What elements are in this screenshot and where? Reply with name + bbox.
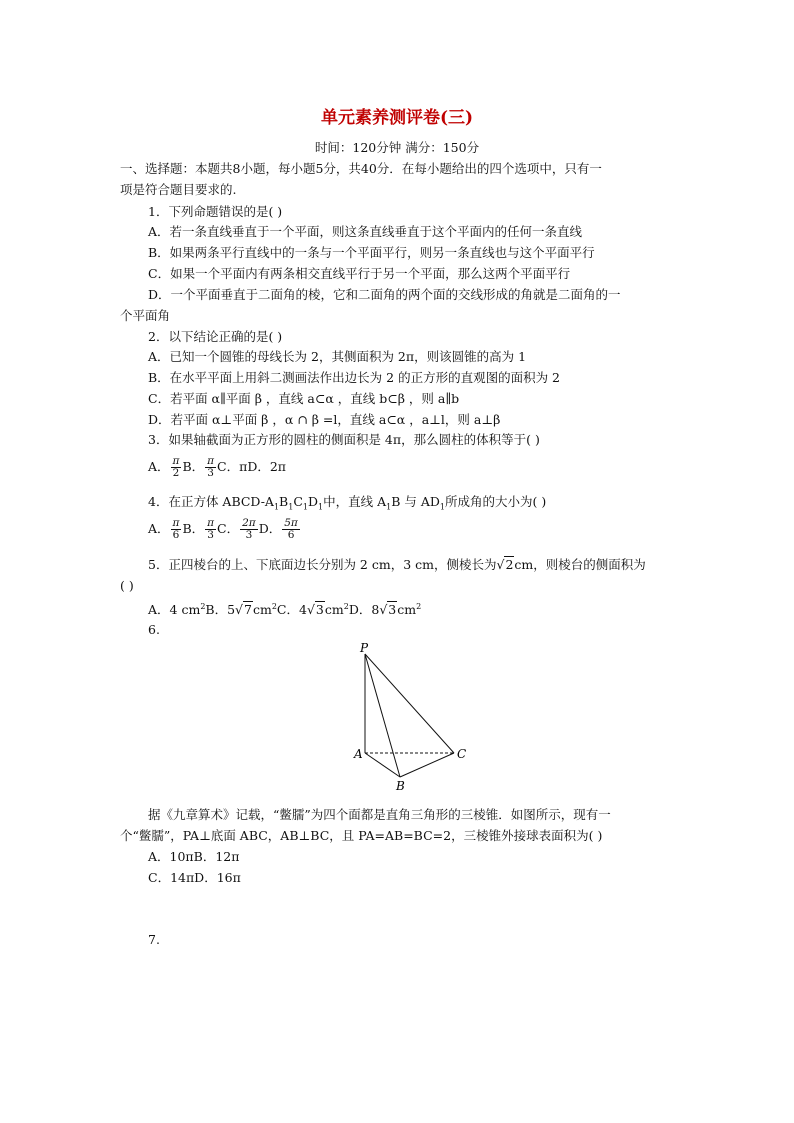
q7-number: 7. bbox=[148, 932, 160, 947]
edge-bc bbox=[400, 753, 454, 777]
q4-d-fraction: $\frac{5\pi}{6}$ bbox=[284, 517, 298, 541]
vertex-label-a: A bbox=[354, 747, 363, 761]
q6-stem: 据《九章算术》记载，“鳖臑”为四个面都是直角三角形的三棱锥．如图所示，现有一 bbox=[148, 807, 611, 822]
q4-c-fraction: $\frac{2\pi}{3}$ bbox=[242, 517, 256, 541]
q1-option-c: C．如果一个平面内有两条相交直线平行于另一个平面，那么这两个平面平行 bbox=[148, 266, 571, 281]
q4-b-fraction: $\frac{\pi}{3}$ bbox=[207, 517, 215, 541]
q1-stem: 1．下列命题错误的是( ) bbox=[148, 204, 283, 219]
edge-ab bbox=[365, 753, 400, 777]
q3-stem: 3．如果轴截面为正方形的圆柱的侧面积是 4π，那么圆柱的体积等于( ) bbox=[148, 432, 540, 447]
q5-stem-cont: ( ) bbox=[120, 578, 134, 593]
q2-stem: 2．以下结论正确的是( ) bbox=[148, 329, 283, 344]
pyramid-figure bbox=[340, 640, 490, 800]
edge-pc bbox=[365, 654, 454, 753]
exam-info: 时间：120分钟 满分：150分 bbox=[314, 140, 480, 155]
q1-option-d: D．一个平面垂直于二面角的棱，它和二面角的两个面的交线形成的角就是二面角的一 bbox=[148, 287, 621, 302]
q6-number: 6. bbox=[148, 622, 160, 637]
q2-option-b: B．在水平平面上用斜二测画法作出边长为 2 的正方形的直观图的面积为 2 bbox=[148, 370, 561, 385]
section-heading: 一、选择题：本题共8小题，每小题5分，共40分．在每小题给出的四个选项中，只有一 bbox=[120, 161, 602, 176]
q6-stem-cont: 个“鳖臑”，PA⊥底面 ABC，AB⊥BC，且 PA=AB=BC=2，三棱锥外接球表面积为( ) bbox=[120, 828, 603, 843]
q2-option-a: A．已知一个圆锥的母线长为 2，其侧面积为 2π，则该圆锥的高为 1 bbox=[148, 349, 527, 364]
vertex-label-p: P bbox=[360, 641, 369, 655]
q2-option-c: C．若平面 α∥平面 β ，直线 a⊂α ，直线 b⊂β ，则 a∥b bbox=[148, 391, 460, 406]
q2-option-d: D．若平面 α⊥平面 β ，α ∩ β =l，直线 a⊂α ，a⊥l，则 a⊥β bbox=[148, 412, 501, 427]
vertex-label-c: C bbox=[457, 747, 467, 761]
page-title: 单元素养测评卷(三) bbox=[320, 108, 474, 128]
q3-b-fraction: $\frac{\pi}{3}$ bbox=[207, 455, 215, 479]
q3-a-label: A． bbox=[148, 459, 170, 474]
q4-stem: 4．在正方体 ABCD-$A_1B_1C_1D_1$中，直线 $A_1B$ 与 $AD_1$所成角的大小为( ) bbox=[148, 494, 547, 512]
sqrt-symbol: √2 bbox=[496, 557, 514, 572]
q3-options bbox=[148, 456, 286, 479]
q3-c-label: C． bbox=[217, 459, 240, 474]
q4-options: A． $\frac{\pi}{6}$ B． $\frac{\pi}{3}$ C． $\frac{2\pi}{3}$ D． $\frac{5\pi}{6}$ bbox=[148, 517, 298, 541]
q1-option-b: B．如果两条平行直线中的一条与一个平面平行，则另一条直线也与这个平面平行 bbox=[148, 245, 595, 260]
section-heading-cont: 项是符合题目要求的. bbox=[120, 182, 237, 197]
edge-pb bbox=[365, 654, 400, 777]
q3-cd-values: πD．2π bbox=[239, 459, 287, 474]
q3-a-fraction: $\frac{\pi}{2}$ bbox=[172, 455, 180, 479]
q6-options-ab: A．10πB．12π bbox=[148, 849, 240, 864]
q1-option-a: A．若一条直线垂直于一个平面，则这条直线垂直于这个平面内的任何一条直线 bbox=[148, 224, 583, 239]
vertex-label-b: B bbox=[396, 779, 405, 793]
q1-option-d-cont: 个平面角 bbox=[120, 308, 171, 323]
q5-stem: 5．正四棱台的上、下底面边长分别为 2 cm，3 cm，侧棱长为√2cm，则棱台的侧面积为 bbox=[148, 557, 646, 572]
q4-a-fraction: $\frac{\pi}{6}$ bbox=[172, 517, 180, 541]
q3-b-label: B． bbox=[182, 459, 205, 474]
q5-options: A．4 $cm^2B$．$5√7cm^2C$．$4√3cm^2D$．$8√3cm^2$ bbox=[148, 602, 422, 618]
q6-options-cd: C．14πD．16π bbox=[148, 870, 241, 885]
